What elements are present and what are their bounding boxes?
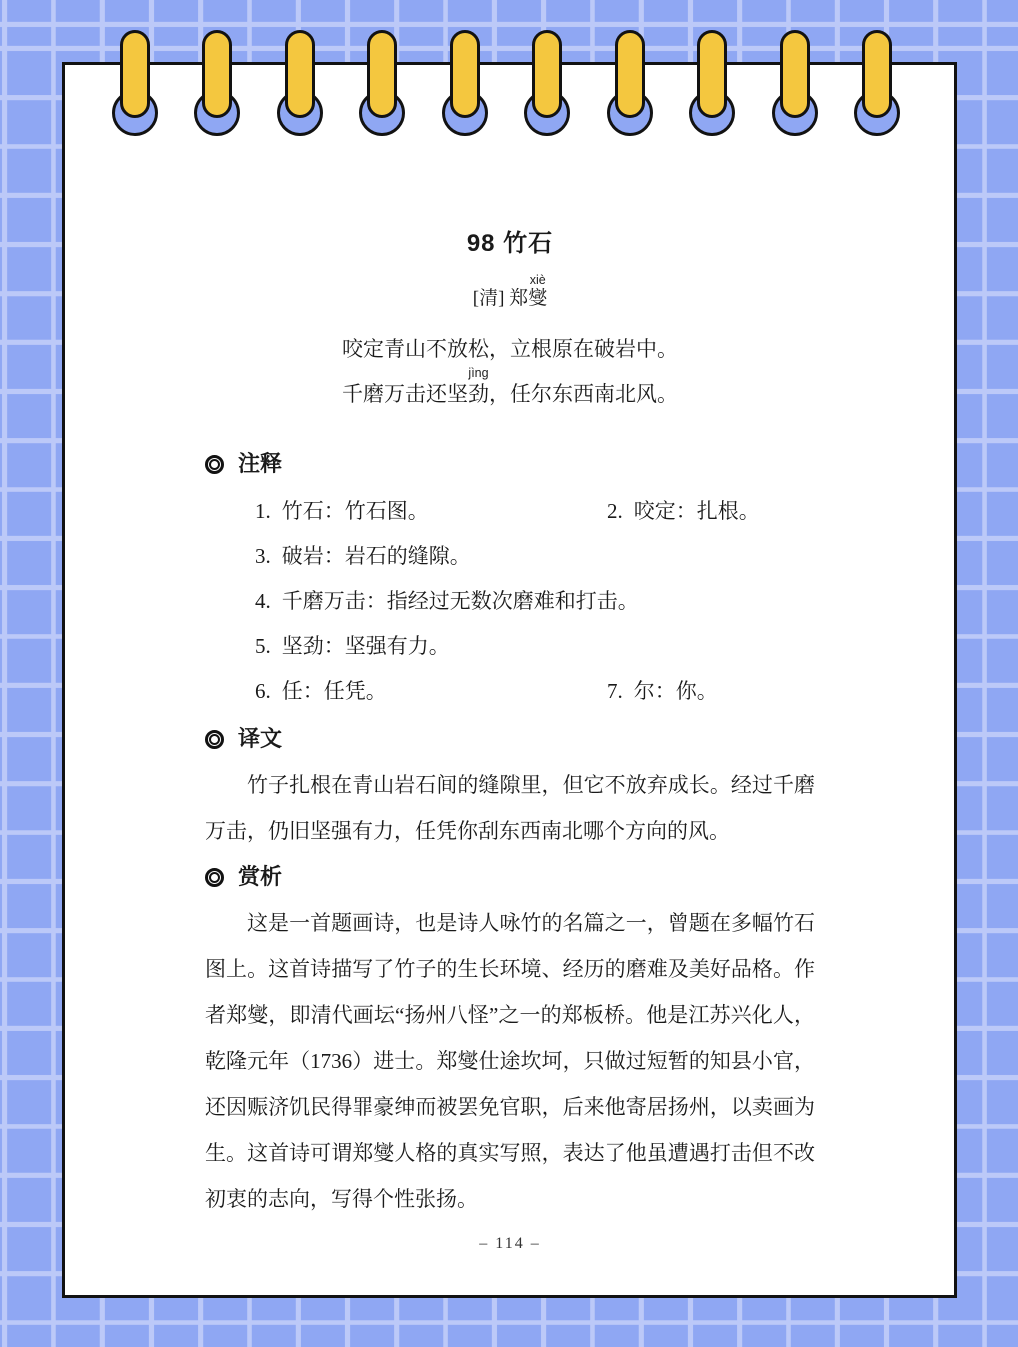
author-char: 燮 (528, 288, 548, 309)
note-row-5 (205, 678, 815, 704)
author-ruby (528, 273, 548, 312)
binder-pin-icon (450, 30, 480, 118)
binder-pin-icon (697, 30, 727, 118)
author-line (205, 273, 815, 312)
binder-pin-icon (532, 30, 562, 118)
translation-paragraph: 竹子扎根在青山岩石间的缝隙里，但它不放弃成长。经过千磨万击，仍旧坚强有力，任凭你刮东西南北哪个方向的风。 (205, 773, 815, 843)
note-item-5: 5. 坚劲：坚强有力。 (255, 634, 450, 658)
poem-line-2: 千磨万击还坚 jìng 劲，任尔东西南北风。 (342, 366, 678, 406)
note-row-4 (205, 633, 815, 659)
poem-ruby: jìng 劲 (468, 366, 489, 406)
note-item-2: 2. 咬定：扎根。 (607, 499, 760, 523)
bullseye-icon (205, 455, 224, 474)
binder-pin-icon (615, 30, 645, 118)
note-row-1 (205, 498, 815, 524)
binder-pin-icon (120, 30, 150, 118)
binder-pin-icon (285, 30, 315, 118)
note-item-7: 7. 尔：你。 (607, 679, 718, 703)
binder-pin-icon (367, 30, 397, 118)
poem-title: 98 竹石 (466, 230, 554, 257)
notebook-page (62, 62, 957, 1298)
pinyin-jing: jìng (468, 366, 489, 380)
section-heading-analysis (205, 862, 815, 892)
author-dynasty: [清] 郑 (472, 288, 529, 309)
binder-pin-icon (202, 30, 232, 118)
note-row-3 (205, 588, 815, 614)
page-content (205, 65, 815, 1254)
note-item-6: 6. 任：任凭。 (255, 679, 387, 703)
note-item-3: 3. 破岩：岩石的缝隙。 (255, 544, 471, 568)
pinyin-xie: xiè (529, 273, 546, 287)
bullseye-icon (205, 730, 224, 749)
binder-pin-icon (862, 30, 892, 118)
analysis-paragraph: 这是一首题画诗，也是诗人咏竹的名篇之一，曾题在多幅竹石图上。这首诗描写了竹子的生长环境、经历的磨难及美好品格。作者郑燮，即清代画坛“扬州八怪”之一的郑板桥。他是江苏兴化人，乾隆元年（1736）进士。郑燮仕途坎坷，只做过短暂的知县小官，还因赈济饥民得罪豪绅而被罢免官职，后来他寄居扬州，以卖画为生。这首诗可谓郑燮人格的真实写照，表达了他虽遭遇打击但不改初衷的志向，写得个性张扬。 (205, 911, 815, 1211)
section-heading-notes (205, 449, 815, 479)
translation-heading-label: 译文 (238, 726, 283, 751)
binder-pin-icon (780, 30, 810, 118)
note-item-4: 4. 千磨万击：指经过无数次磨难和打击。 (255, 589, 639, 613)
bullseye-icon (205, 868, 224, 887)
note-item-1: 1. 竹石：竹石图。 (255, 499, 429, 523)
analysis-heading-label: 赏析 (238, 864, 283, 889)
page-number: – 114 – (479, 1235, 541, 1252)
notes-heading-label: 注释 (238, 451, 283, 476)
section-heading-translation (205, 724, 815, 754)
poem-line-1: 咬定青山不放松，立根原在破岩中。 (342, 337, 678, 361)
note-row-2 (205, 543, 815, 569)
